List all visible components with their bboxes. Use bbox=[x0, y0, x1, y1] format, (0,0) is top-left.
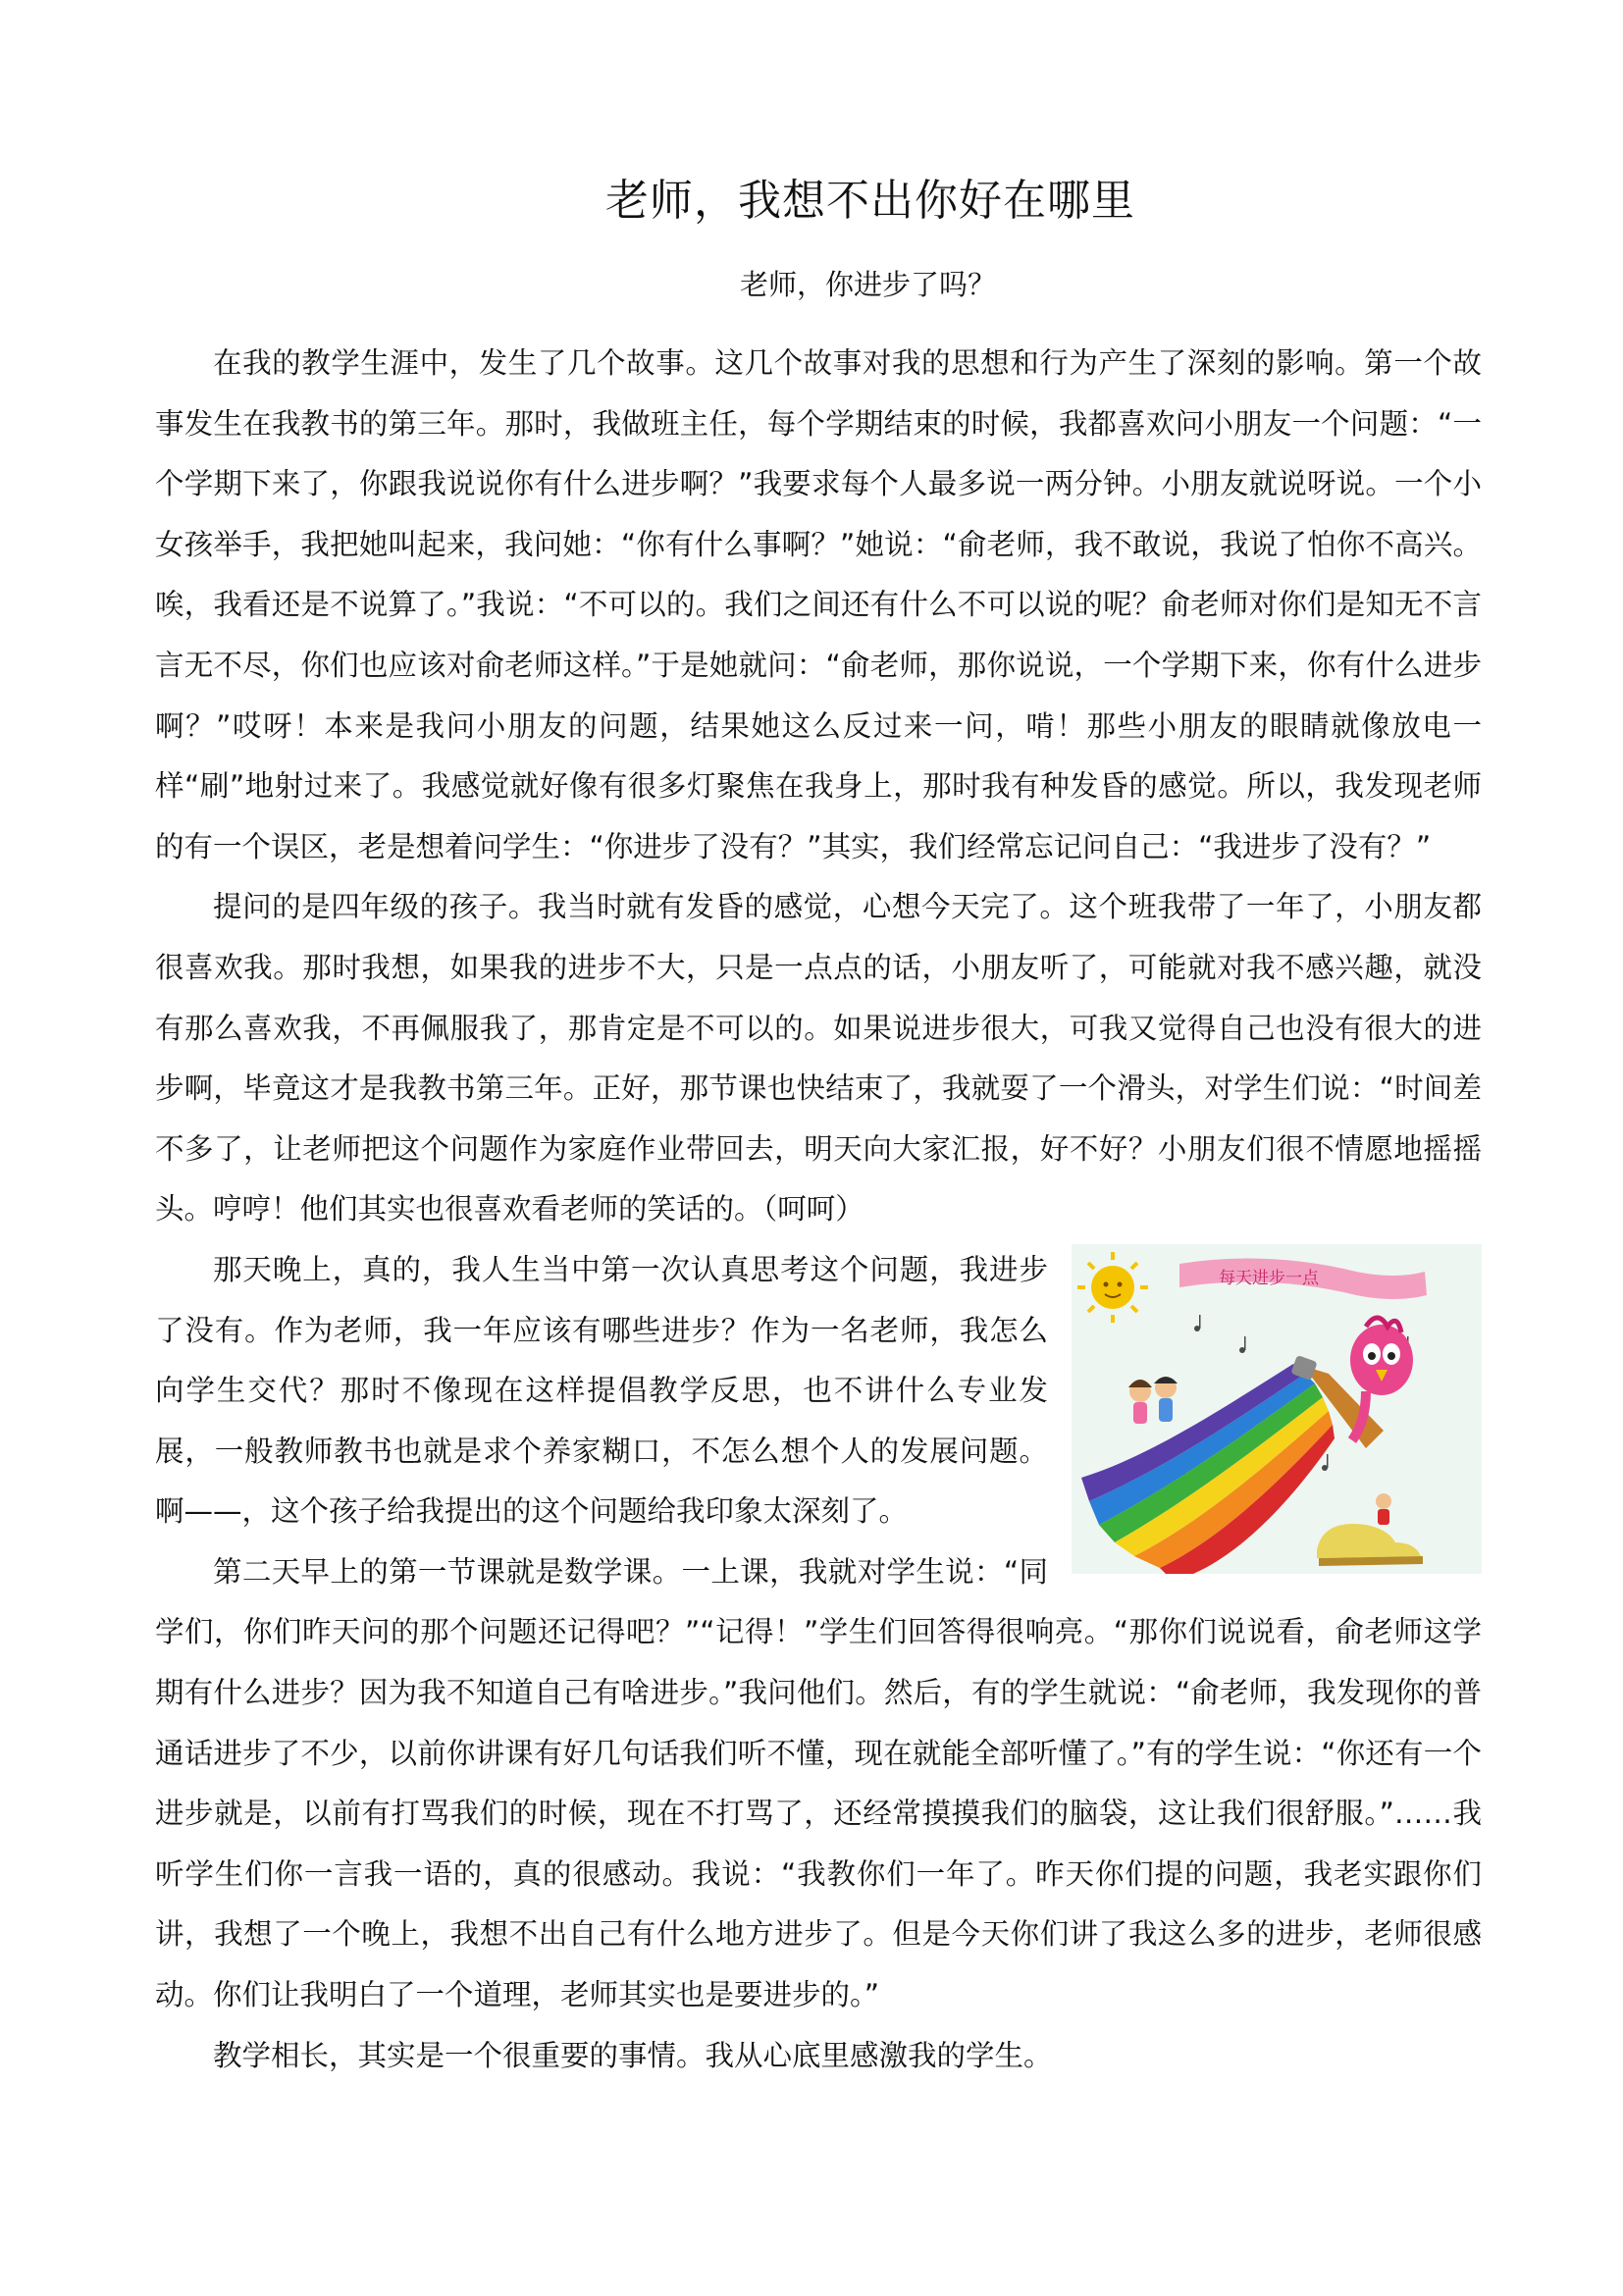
paragraph-3: 那天晚上，真的，我人生当中第一次认真思考这个问题，我进步了没有。作为老师，我一年应该有哪些进步？作为一名老师，我怎么向学生交代？那时不像现在这样提倡教学反思，也不讲什么专业发展，一般教师教书也就是求个养家糊口，不怎么想个人的发展问题。啊——，这个孩子给我提出的这个问题给我印象太深刻了。 bbox=[155, 1252, 1048, 1529]
article-body bbox=[155, 334, 1482, 2086]
document-subtitle: 老师，你进步了吗？ bbox=[739, 268, 996, 301]
progress-illustration bbox=[1072, 1244, 1482, 1588]
paragraph-5: 教学相长，其实是一个很重要的事情。我从心底里感激我的学生。 bbox=[213, 2038, 1053, 2072]
paragraph-1: 在我的教学生涯中，发生了几个故事。这几个故事对我的思想和行为产生了深刻的影响。第一个故事发生在我教书的第三年。那时，我做班主任，每个学期结束的时候，我都喜欢问小朋友一个问题：“一个学期下来了，你跟我说说你有什么进步啊？”我要求每个人最多说一两分钟。小朋友就说呀说。一个小女孩举手，我把她叫起来，我问她：“你有什么事啊？”她说：“俞老师，我不敢说，我说了怕你不高兴。唉，我看还是不说算了。”我说：“不可以的。我们之间还有什么不可以说的呢？俞老师对你们是知无不言言无不尽，你们也应该对俞老师这样。”于是她就问：“俞老师，那你说说，一个学期下来，你有什么进步啊？”哎呀！本来是我问小朋友的问题，结果她这么反过来一问，啃！那些小朋友的眼睛就像放电一样“刷”地射过来了。我感觉就好像有很多灯聚焦在我身上，那时我有种发昏的感觉。所以，我发现老师的有一个误区，老是想着问学生：“你进步了没有？”其实，我们经常忘记问自己：“我进步了没有？” bbox=[155, 346, 1482, 863]
banner-text: 每天进步一点 bbox=[1219, 1268, 1319, 1288]
document-title: 老师，我想不出你好在哪里 bbox=[605, 176, 1135, 226]
paragraph-4: 第二天早上的第一节课就是数学课。一上课，我就对学生说：“同学们，你们昨天问的那个问题还记得吧？”“记得！”学生们回答得很响亮。“那你们说说看，俞老师这学期有什么进步？因为我不知道自己有啥进步。”我问他们。然后，有的学生就说：“俞老师，我发现你的普通话进步了不少，以前你讲课有好几句话我们听不懂，现在就能全部听懂了。”有的学生说：“你还有一个进步就是，以前有打骂我们的时候，现在不打骂了，还经常摸摸我们的脑袋，这让我们很舒服。”……我听学生们你一言我一语的，真的很感动。我说：“我教你们一年了。昨天你们提的问题，我老实跟你们讲，我想了一个晚上，我想不出自己有什么地方进步了。但是今天你们讲了我这么多的进步，老师很感动。你们让我明白了一个道理，老师其实也是要进步的。” bbox=[155, 1554, 1482, 2012]
paragraph-2: 提问的是四年级的孩子。我当时就有发昏的感觉，心想今天完了。这个班我带了一年了，小朋友都很喜欢我。那时我想，如果我的进步不大，只是一点点的话，小朋友听了，可能就对我不感兴趣，就没有那么喜欢我，不再佩服我了，那肯定是不可以的。如果说进步很大，可我又觉得自己也没有很大的进步啊，毕竟这才是我教书第三年。正好，那节课也快结束了，我就耍了一个滑头，对学生们说：“时间差不多了，让老师把这个问题作为家庭作业带回去，明天向大家汇报，好不好？小朋友们很不情愿地摇摇头。哼哼！他们其实也很喜欢看老师的笑话的。（呵呵） bbox=[155, 890, 1482, 1226]
rainbow-brush-image bbox=[1072, 1244, 1482, 1574]
